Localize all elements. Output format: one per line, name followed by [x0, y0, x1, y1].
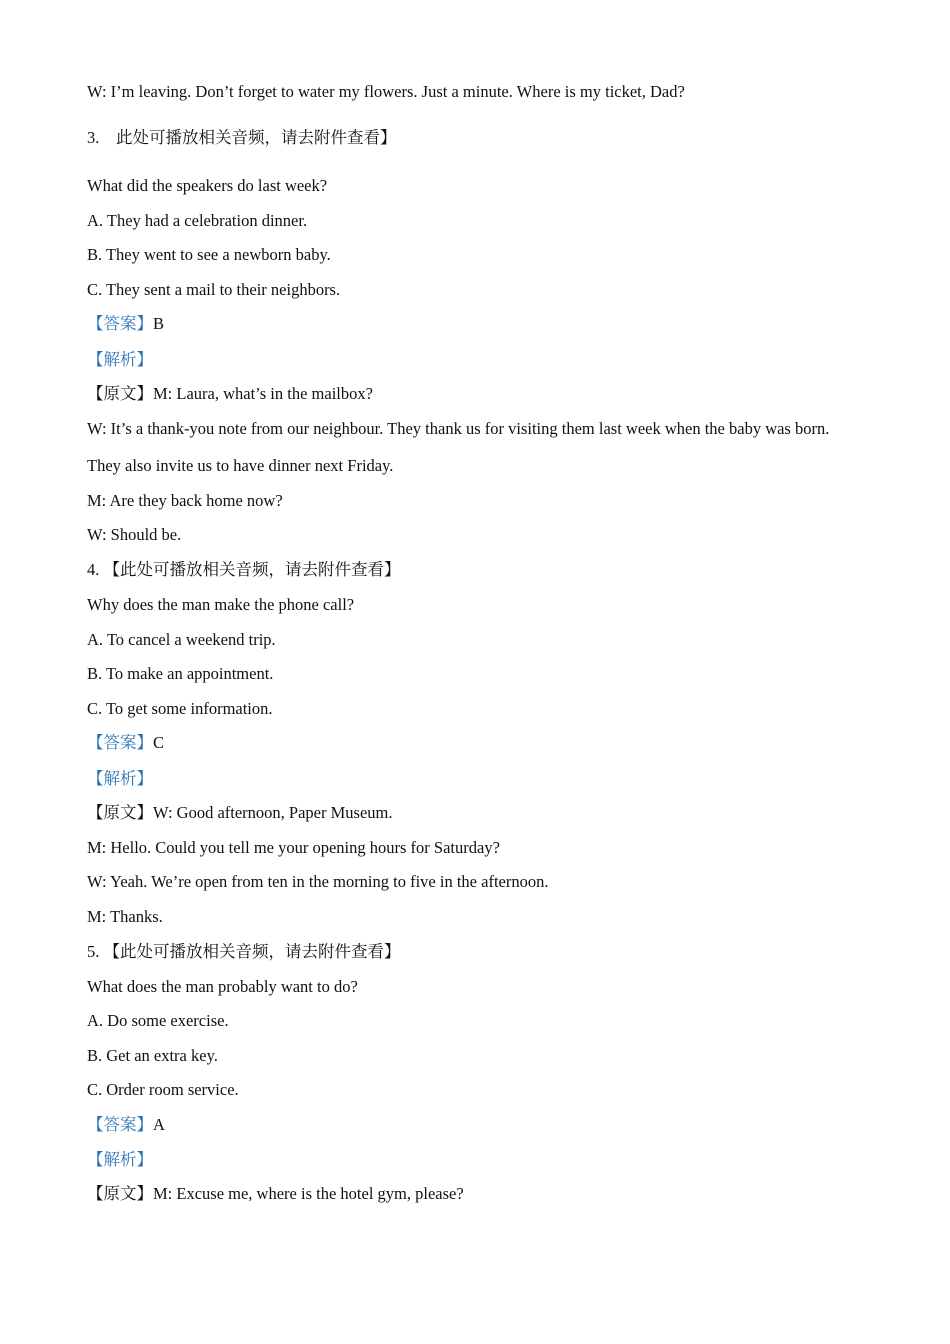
transcript-line: M: Hello. Could you tell me your opening hours for Saturday? — [87, 838, 500, 857]
original-text-tag: 【原文】 — [87, 803, 153, 822]
question-3-option-c: C. They sent a mail to their neighbors. — [87, 280, 341, 299]
question-5-text: What does the man probably want to do? — [87, 977, 358, 996]
answer-tag: 【答案】 — [87, 314, 153, 333]
question-3-text: What did the speakers do last week? — [87, 176, 328, 195]
transcript-line: M: Laura, what’s in the mailbox? — [153, 384, 373, 403]
question-4-option-b: B. To make an appointment. — [87, 664, 274, 683]
original-text-tag: 【原文】 — [87, 1184, 153, 1203]
transcript-line: W: Should be. — [87, 525, 182, 544]
transcript-line: M: Thanks. — [87, 907, 163, 926]
question-5-analysis-tag: 【解析】 — [87, 1150, 153, 1169]
question-3-transcript-start — [87, 384, 373, 404]
answer-value: A — [153, 1115, 165, 1134]
question-5-transcript-start — [87, 1184, 464, 1204]
question-3-analysis-tag: 【解析】 — [87, 350, 153, 369]
answer-value: B — [153, 314, 165, 333]
transcript-line: M: Excuse me, where is the hotel gym, please? — [153, 1184, 464, 1203]
transcript-line: W: Yeah. We’re open from ten in the morning to five in the afternoon. — [87, 872, 549, 891]
question-5-option-b: B. Get an extra key. — [87, 1046, 218, 1065]
question-4-text: Why does the man make the phone call? — [87, 595, 355, 614]
question-4-analysis-tag: 【解析】 — [87, 769, 153, 788]
transcript-line: M: Are they back home now? — [87, 491, 283, 510]
question-5-option-c: C. Order room service. — [87, 1080, 239, 1099]
question-5-option-a: A. Do some exercise. — [87, 1011, 229, 1030]
answer-tag: 【答案】 — [87, 1115, 153, 1134]
question-3-option-a: A. They had a celebration dinner. — [87, 211, 308, 230]
question-number: 3. — [87, 128, 100, 147]
question-4-transcript-start — [87, 803, 393, 823]
question-5-answer — [87, 1115, 165, 1135]
question-4-heading: 4. 【此处可播放相关音频，请去附件查看】 — [87, 560, 401, 579]
transcript-line: They also invite us to have dinner next Friday. — [87, 456, 394, 475]
question-4-option-c: C. To get some information. — [87, 699, 273, 718]
answer-tag: 【答案】 — [87, 733, 153, 752]
question-3-option-b: B. They went to see a newborn baby. — [87, 245, 331, 264]
transcript-line: W: Good afternoon, Paper Museum. — [153, 803, 393, 822]
original-text-tag: 【原文】 — [87, 384, 153, 403]
audio-notice: 此处可播放相关音频，请去附件查看】 — [116, 128, 397, 147]
question-5-heading: 5. 【此处可播放相关音频，请去附件查看】 — [87, 942, 401, 961]
question-3-answer — [87, 314, 164, 334]
question-4-option-a: A. To cancel a weekend trip. — [87, 630, 276, 649]
answer-value: C — [153, 733, 165, 752]
transcript-line: W: It’s a thank-you note from our neighbour. They thank us for visiting them last week when the baby was born. — [87, 419, 830, 438]
question-4-answer — [87, 733, 164, 753]
question-3-heading — [87, 128, 397, 148]
transcript-line: W: I’m leaving. Don’t forget to water my flowers. Just a minute. Where is my ticket, Dad? — [87, 82, 685, 101]
